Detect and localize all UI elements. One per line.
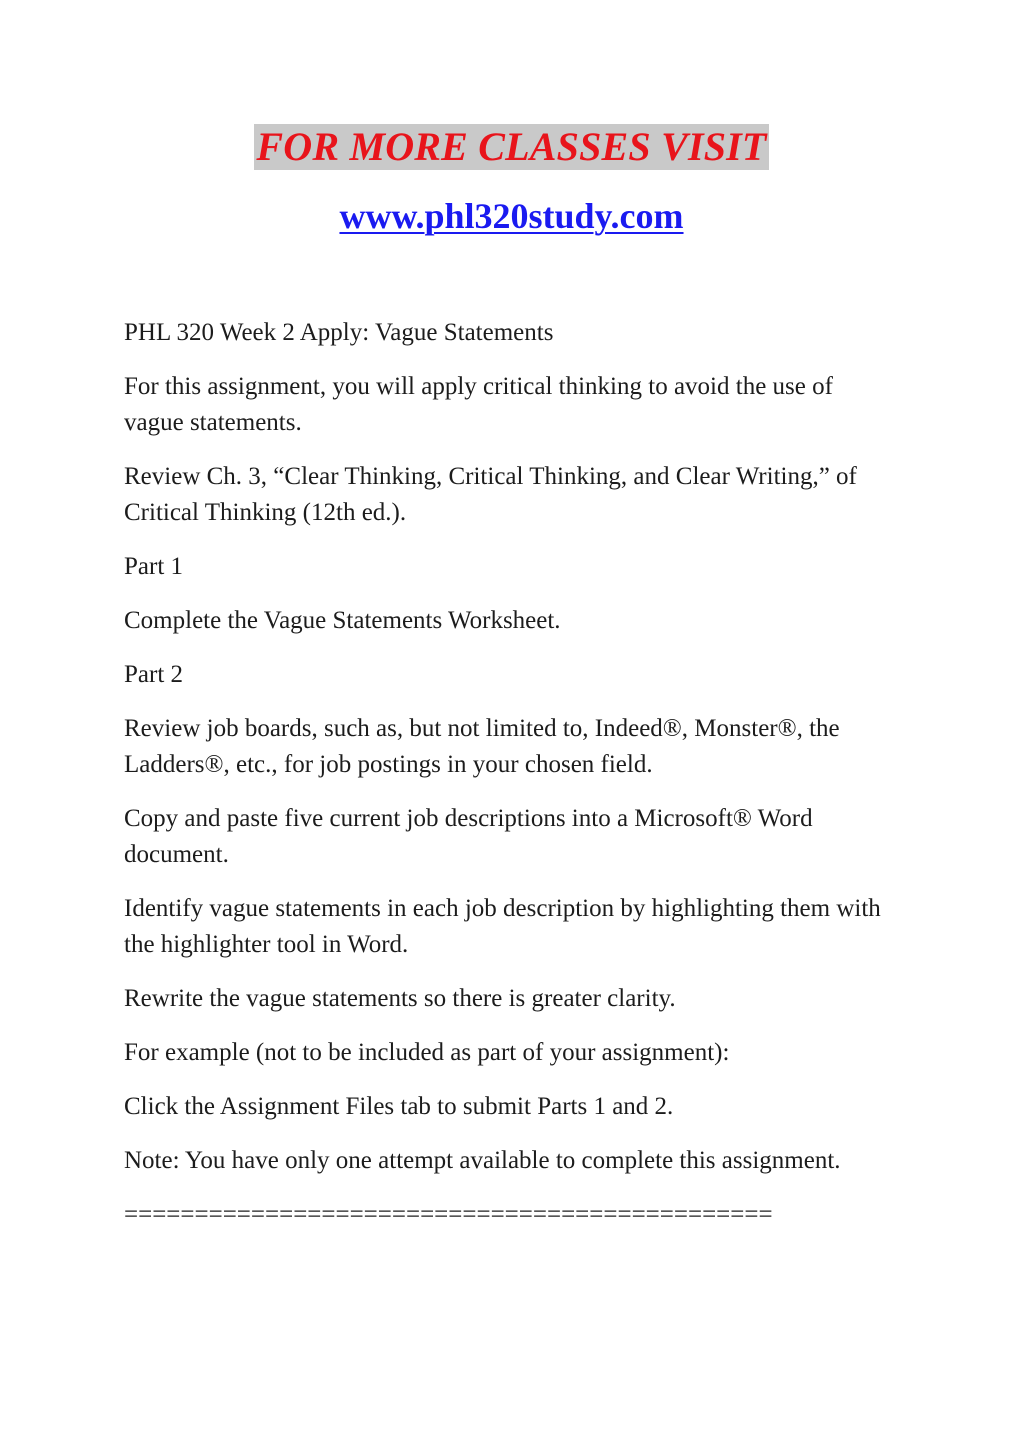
- promo-banner: FOR MORE CLASSES VISIT: [256, 124, 767, 169]
- assignment-title: PHL 320 Week 2 Apply: Vague Statements: [124, 319, 554, 346]
- part-2-heading: Part 2: [124, 661, 184, 688]
- site-link[interactable]: www.phl320study.com: [339, 196, 684, 236]
- paragraph-submit: Click the Assignment Files tab to submit Parts 1 and 2.: [124, 1093, 674, 1120]
- paragraph-note: Note: You have only one attempt available to complete this assignment.: [124, 1147, 841, 1174]
- link-container: [0, 192, 1023, 240]
- paragraph-intro: For this assignment, you will apply critical thinking to avoid the use of vague statements.: [124, 373, 833, 436]
- paragraph-job-boards: Review job boards, such as, but not limited to, Indeed®, Monster®, the Ladders®, etc., for job postings in your chosen field.: [124, 715, 840, 778]
- paragraph-worksheet: Complete the Vague Statements Worksheet.: [124, 607, 561, 634]
- paragraph-rewrite: Rewrite the vague statements so there is greater clarity.: [124, 985, 676, 1012]
- paragraph-example: For example (not to be included as part of your assignment):: [124, 1039, 730, 1066]
- part-1-heading: Part 1: [124, 553, 184, 580]
- banner-container: [0, 124, 1023, 170]
- paragraph-copy-paste: Copy and paste five current job descriptions into a Microsoft® Word document.: [124, 805, 813, 868]
- paragraph-review: Review Ch. 3, “Clear Thinking, Critical Thinking, and Clear Writing,” of Critical Thinking (12th ed.).: [124, 463, 857, 526]
- assignment-content: [124, 315, 894, 1251]
- paragraph-identify: Identify vague statements in each job description by highlighting them with the highlighter tool in Word.: [124, 895, 881, 958]
- separator-line: ==============================================: [124, 1201, 773, 1228]
